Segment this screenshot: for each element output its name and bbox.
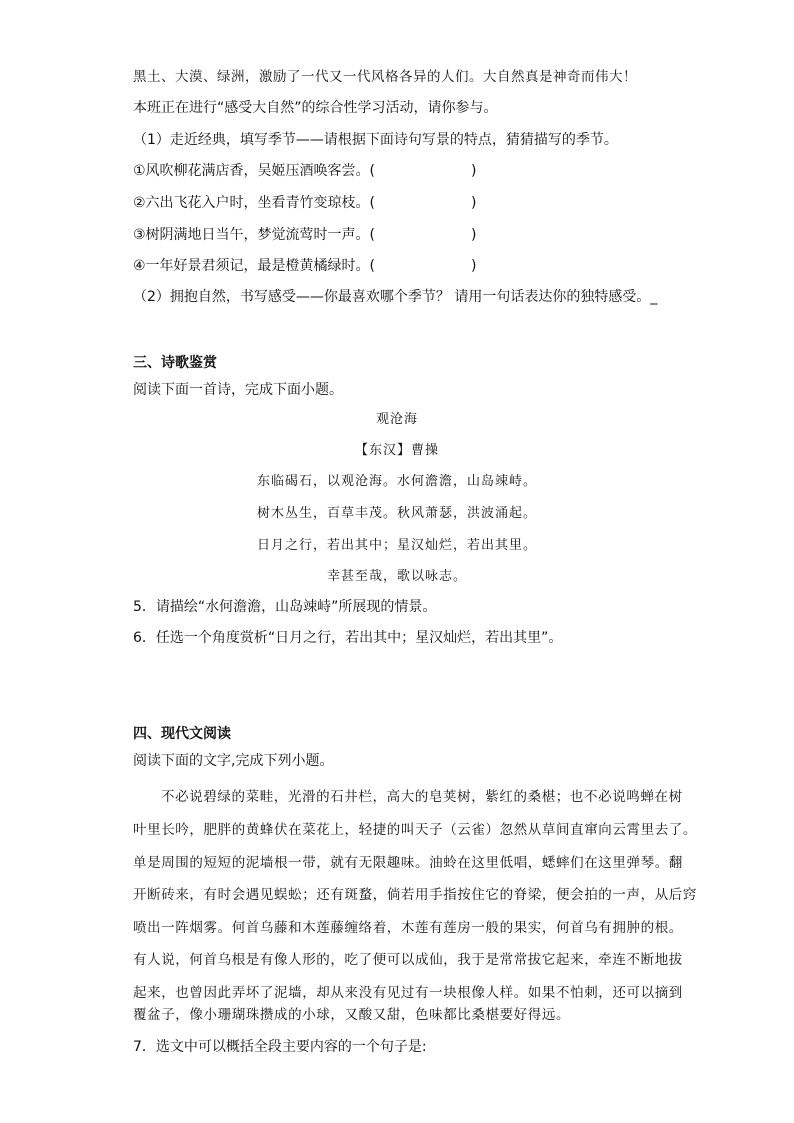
section-3-instruction: 阅读下面一首诗，完成下面小题。 <box>133 382 343 398</box>
section-3-heading: 三、诗歌鉴赏 <box>133 355 217 371</box>
poem-title: 观沧海 <box>375 412 418 427</box>
passage-line: 单是周围的短短的泥墙根一带，就有无限趣味。油蛉在这里低唱，蟋蟀们在这里弹琴。翻 <box>133 855 683 871</box>
q1-item-1 <box>133 162 476 180</box>
activity-intro: 本班正在进行“感受大自然”的综合性学习活动，请你参与。 <box>133 100 498 116</box>
poem-line-3: 日月之行，若出其中；星汉灿烂，若出其里。 <box>256 538 537 553</box>
q1-item-4 <box>133 257 476 275</box>
passage-line: 叶里长吟，肥胖的黄蜂伏在菜花上，轻捷的叫天子（云雀）忽然从草间直窜向云霄里去了。 <box>133 822 697 838</box>
passage-line: 有人说，何首乌根是有像人形的，吃了便可以成仙，我于是常常拔它起来，牵连不断地拔 <box>133 952 683 968</box>
poem-line-1: 东临碣石，以观沧海。水何澹澹，山岛竦峙。 <box>256 474 537 489</box>
q1-item-3 <box>133 226 476 244</box>
q1-item-text: ④一年好景君须记，最是橙黄橘绿时。( <box>133 258 376 274</box>
q1-item-close: ) <box>471 163 477 179</box>
question-7: 7．选文中可以概括全段主要内容的一个句子是: <box>133 1039 427 1055</box>
q1-item-close: ) <box>471 258 477 274</box>
q1-item-text: ③树阴满地日当午，梦觉流莺时一声。( <box>133 227 376 243</box>
passage-line: 覆盆子，像小珊瑚珠攒成的小球，又酸又甜，色味都比桑椹要好得远。 <box>133 1007 571 1023</box>
q1-item-close: ) <box>471 227 477 243</box>
poem-line-4: 幸甚至哉，歌以咏志。 <box>326 569 467 584</box>
question-6: 6．任选一个角度赏析“日月之行，若出其中；星汉灿烂，若出其里”。 <box>133 630 563 646</box>
q1-item-text: ②六出飞花入户时，坐看青竹变琼枝。( <box>133 195 376 211</box>
section-4-heading: 四、现代文阅读 <box>133 726 231 742</box>
q1-item-text: ①风吹柳花满店香，吴姬压酒唤客尝。( <box>133 163 376 179</box>
intro-continuation-line: 黑土、大漠、绿洲，激励了一代又一代风格各异的人们。大自然真是神奇而伟大！ <box>133 69 637 85</box>
q1-item-2 <box>133 194 476 212</box>
poem-author: 【东汉】曹操 <box>354 443 439 458</box>
passage-line: 不必说碧绿的菜畦，光滑的石井栏，高大的皂荚树，紫红的桑椹；也不必说鸣蝉在树 <box>161 789 683 805</box>
poem-line-2: 树木丛生，百草丰茂。秋风萧瑟，洪波涌起。 <box>256 506 537 521</box>
question-2-prompt: （2）拥抱自然，书写感受——你最喜欢哪个季节？ 请用一句话表达你的独特感受。_ <box>133 289 658 305</box>
q1-item-close: ) <box>471 195 477 211</box>
passage-line: 起来，也曾因此弄坏了泥墙，却从来没有见过有一块根像人样。如果不怕刺，还可以摘到 <box>133 985 683 1001</box>
passage-line: 开断砖来，有时会遇见蜈蚣；还有斑蝥，倘若用手指按住它的脊梁，便会拍的一声，从后窍 <box>133 887 697 903</box>
question-5: 5．请描绘“水何澹澹，山岛竦峙”所展现的情景。 <box>133 599 437 615</box>
passage-line: 喷出一阵烟雾。何首乌藤和木莲藤缠络着，木莲有莲房一般的果实，何首乌有拥肿的根。 <box>133 920 683 936</box>
question-1-prompt: （1）走近经典，填写季节——请根据下面诗句写景的特点，猜猜描写的季节。 <box>133 132 618 148</box>
section-4-instruction: 阅读下面的文字,完成下列小题。 <box>133 753 334 769</box>
